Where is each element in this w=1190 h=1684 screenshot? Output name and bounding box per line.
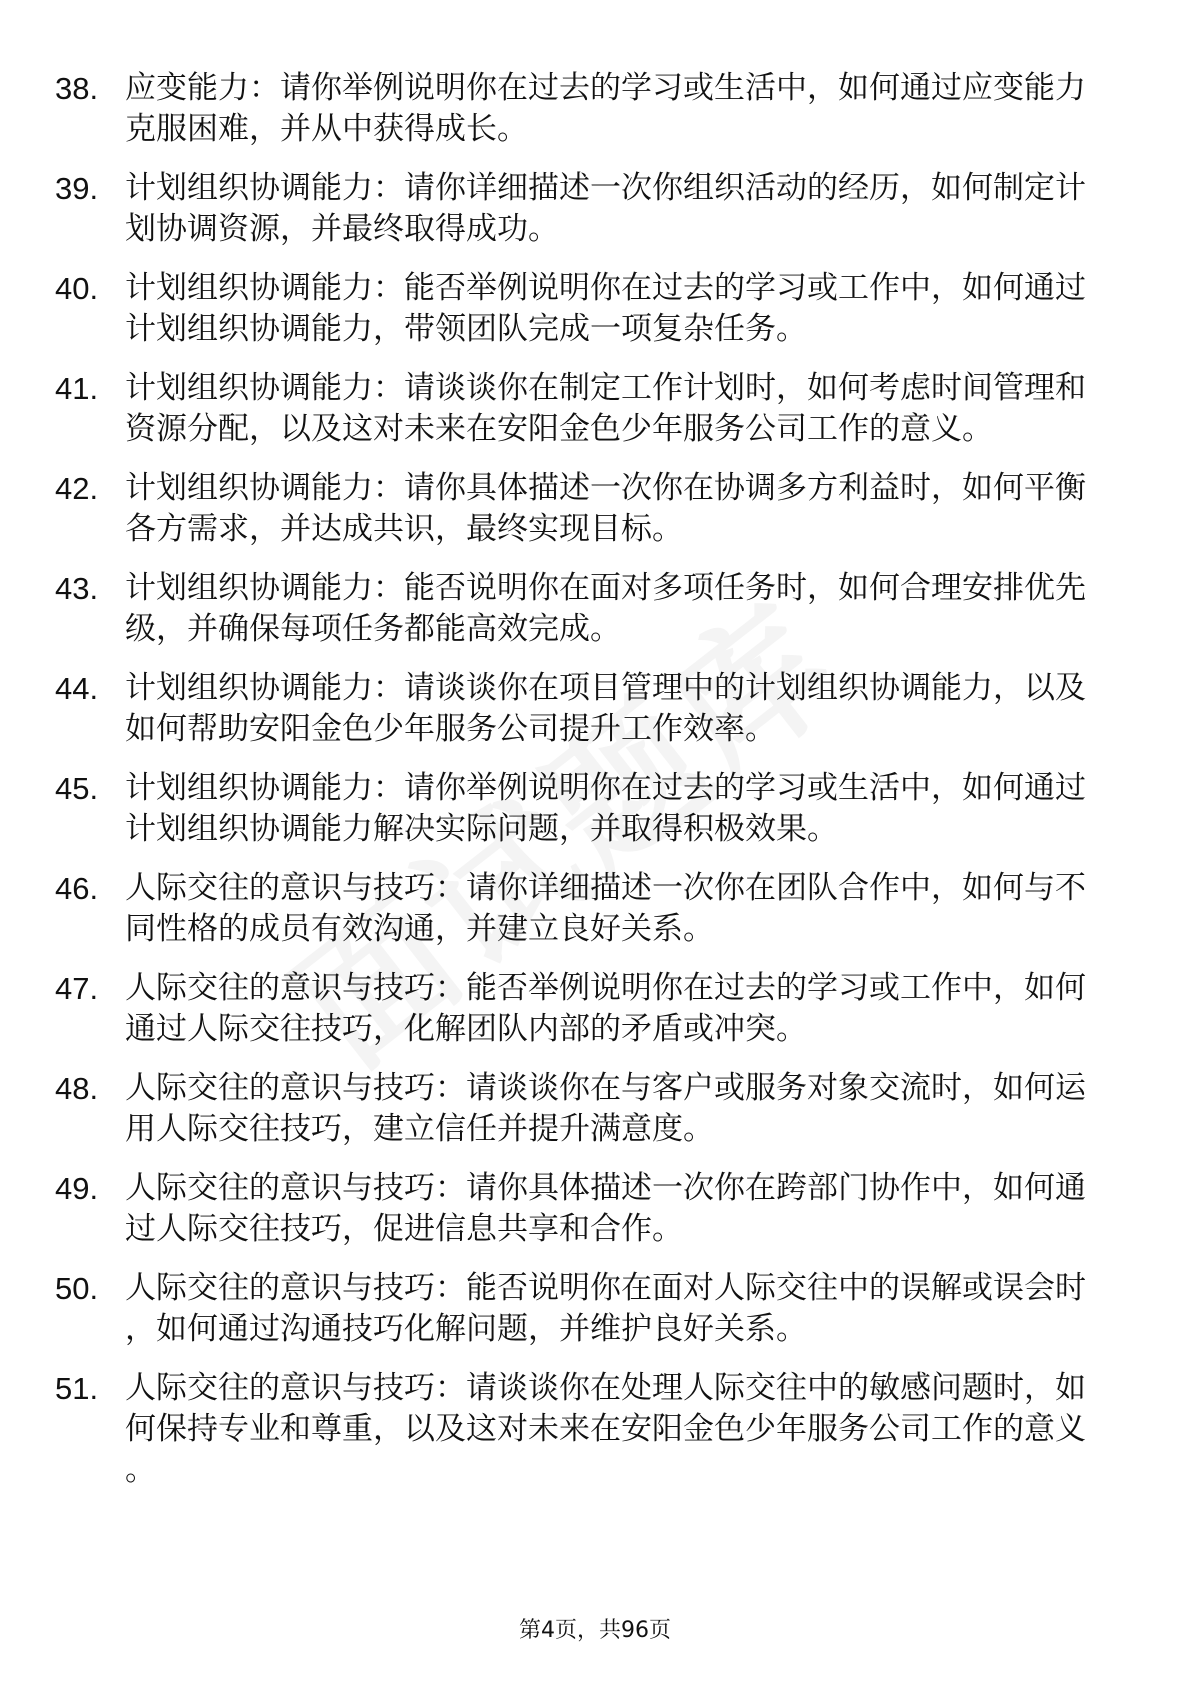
question-number: 42. xyxy=(55,471,99,506)
question-text: 计划组织协调能力：请你举例说明你在过去的学习或生活中，如何通过计划组织协调能力解决实际问题，并取得积极效果。 xyxy=(125,770,1086,847)
question-number: 38. xyxy=(55,71,99,106)
question-item xyxy=(55,868,1115,950)
question-list xyxy=(55,68,1115,1509)
question-item xyxy=(55,68,1115,150)
question-text: 人际交往的意识与技巧：请谈谈你在处理人际交往中的敏感问题时，如何保持专业和尊重，以及这对未来在安阳金色少年服务公司工作的意义。 xyxy=(125,1370,1086,1488)
question-number: 44. xyxy=(55,671,99,706)
question-item xyxy=(55,668,1115,750)
question-text: 计划组织协调能力：请谈谈你在制定工作计划时，如何考虑时间管理和资源分配，以及这对未来在安阳金色少年服务公司工作的意义。 xyxy=(125,370,1086,447)
question-number: 48. xyxy=(55,1071,99,1106)
question-number: 43. xyxy=(55,571,99,606)
question-text: 计划组织协调能力：请你详细描述一次你组织活动的经历，如何制定计划协调资源，并最终取得成功。 xyxy=(125,170,1086,247)
question-number: 51. xyxy=(55,1371,99,1406)
page-footer: 第4页，共96页 xyxy=(519,1618,671,1643)
question-text: 应变能力：请你举例说明你在过去的学习或生活中，如何通过应变能力克服困难，并从中获得成长。 xyxy=(125,70,1086,147)
question-item xyxy=(55,468,1115,550)
question-item xyxy=(55,1168,1115,1250)
question-item xyxy=(55,268,1115,350)
question-number: 49. xyxy=(55,1171,99,1206)
question-number: 41. xyxy=(55,371,99,406)
question-item xyxy=(55,568,1115,650)
question-item xyxy=(55,968,1115,1050)
question-text: 人际交往的意识与技巧：能否举例说明你在过去的学习或工作中，如何通过人际交往技巧，化解团队内部的矛盾或冲突。 xyxy=(125,970,1086,1047)
question-text: 人际交往的意识与技巧：请你具体描述一次你在跨部门协作中，如何通过人际交往技巧，促进信息共享和合作。 xyxy=(125,1170,1086,1247)
question-item xyxy=(55,1368,1115,1491)
question-item xyxy=(55,1068,1115,1150)
question-text: 计划组织协调能力：能否举例说明你在过去的学习或工作中，如何通过计划组织协调能力，带领团队完成一项复杂任务。 xyxy=(125,270,1086,347)
question-item xyxy=(55,368,1115,450)
question-text: 计划组织协调能力：请谈谈你在项目管理中的计划组织协调能力，以及如何帮助安阳金色少年服务公司提升工作效率。 xyxy=(125,670,1086,747)
question-text: 计划组织协调能力：请你具体描述一次你在协调多方利益时，如何平衡各方需求，并达成共识，最终实现目标。 xyxy=(125,470,1086,547)
question-number: 46. xyxy=(55,871,99,906)
question-number: 47. xyxy=(55,971,99,1006)
question-text: 计划组织协调能力：能否说明你在面对多项任务时，如何合理安排优先级，并确保每项任务都能高效完成。 xyxy=(125,570,1086,647)
question-item xyxy=(55,168,1115,250)
question-text: 人际交往的意识与技巧：请你详细描述一次你在团队合作中，如何与不同性格的成员有效沟通，并建立良好关系。 xyxy=(125,870,1086,947)
question-number: 50. xyxy=(55,1271,99,1306)
question-item xyxy=(55,768,1115,850)
question-text: 人际交往的意识与技巧：请谈谈你在与客户或服务对象交流时，如何运用人际交往技巧，建立信任并提升满意度。 xyxy=(125,1070,1086,1147)
question-number: 40. xyxy=(55,271,99,306)
question-number: 45. xyxy=(55,771,99,806)
question-number: 39. xyxy=(55,171,99,206)
question-text: 人际交往的意识与技巧：能否说明你在面对人际交往中的误解或误会时，如何通过沟通技巧化解问题，并维护良好关系。 xyxy=(125,1270,1086,1347)
question-item xyxy=(55,1268,1115,1350)
